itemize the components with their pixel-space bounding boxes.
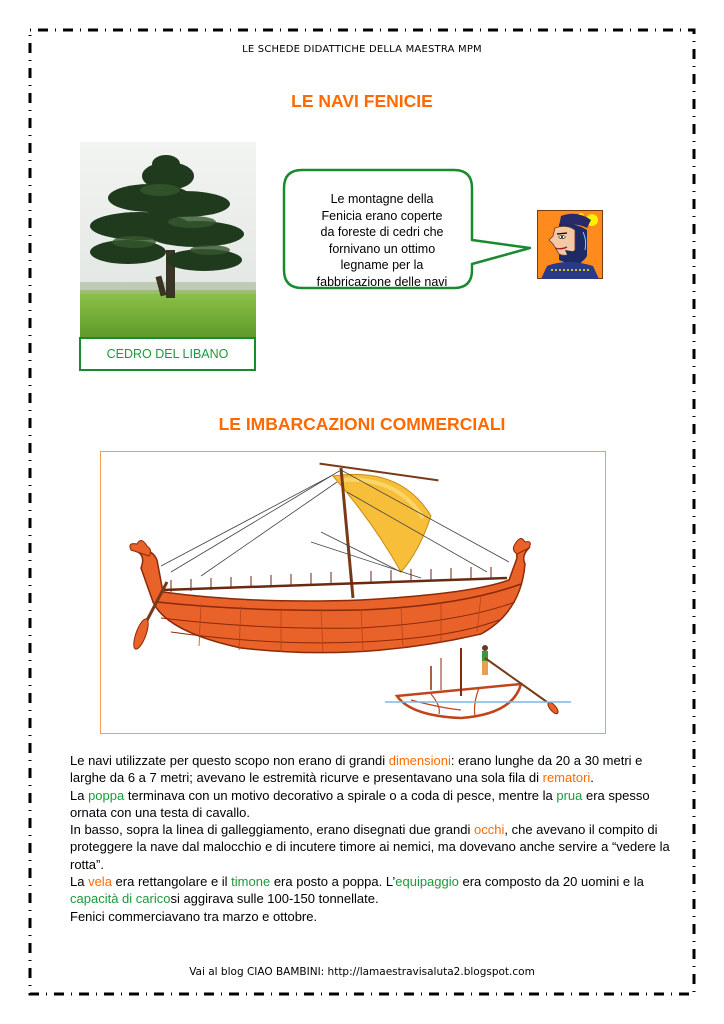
text-span: terminava con un motivo decorativo a spirale o a coda di pesce, mentre la	[124, 787, 557, 803]
bubble-line: da foreste di cedri che	[320, 225, 444, 239]
paragraph-vela-timone	[70, 873, 670, 908]
keyword-occhi: occhi	[474, 822, 505, 838]
section-title: LE IMBARCAZIONI COMMERCIALI	[218, 414, 506, 434]
text-span: era composto da 20 uomini e la	[458, 874, 644, 890]
text-span: era spesso ornata con una testa di cavallo.	[70, 787, 650, 820]
text-span: si aggirava sulle 100-150 tonnellate.	[170, 891, 379, 907]
bubble-line: Fenicia erano coperte	[321, 208, 443, 223]
text-span: Le navi utilizzate per questo scopo non erano di grandi	[70, 753, 389, 768]
text-span: : erano lunghe da 20 a 30 metri e larghe da 6 a 7 metri; avevano le estremità ricurve e presentavano una sola fila di	[70, 753, 643, 786]
keyword-prua: prua	[556, 787, 583, 803]
ship-illustration-frame	[100, 451, 606, 734]
text-span: era rettangolare e il	[111, 874, 232, 890]
header-text: LE SCHEDE DIDATTICHE DELLA MAESTRA MPM	[242, 44, 482, 55]
bubble-line: fabbricazione delle navi	[316, 274, 448, 289]
keyword-timone: timone	[231, 874, 271, 890]
paragraph-commerce: Fenici commerciavano tra marzo e ottobre.	[70, 908, 318, 924]
footer-text: Vai al blog CIAO BAMBINI: http://lamaestravisaluta2.blogspot.com	[189, 966, 535, 978]
text-span: In basso, sopra la linea di galleggiamento, erano disegnati due grandi	[70, 822, 474, 838]
text-span: La	[70, 874, 89, 890]
keyword-equipaggio: equipaggio	[395, 874, 459, 890]
keyword-vela: vela	[88, 874, 112, 890]
text-span: , che avevano il compito di proteggere la nave dal malocchio e di incutere timore ai nemici, ma dovevano anche servire a “vedere la rotta”.	[70, 822, 670, 872]
keyword-dimensioni: dimensioni	[388, 753, 451, 768]
paragraph-dimensions	[70, 752, 670, 787]
keyword-rematori: rematori	[542, 770, 591, 786]
bubble-text	[296, 191, 468, 290]
bubble-line: Le montagne della	[330, 192, 434, 206]
page-title: LE NAVI FENICIE	[291, 91, 433, 111]
text-span: era posto a poppa. L’	[270, 874, 396, 890]
phoenician-portrait	[537, 210, 603, 279]
bubble-line: fornivano un ottimo	[328, 241, 436, 256]
keyword-poppa: poppa	[88, 787, 125, 803]
cedar-caption: CEDRO DEL LIBANO	[79, 337, 256, 371]
phoenician-ship-image	[101, 452, 605, 733]
text-span: La	[70, 787, 89, 803]
bubble-line: legname per la	[340, 258, 424, 272]
paragraph-poppa-prua	[70, 787, 670, 822]
paragraph-occhi	[70, 821, 670, 873]
cedar-tree-image	[80, 142, 256, 338]
keyword-capacita-di-carico: capacità di carico	[70, 891, 171, 907]
text-span: .	[590, 770, 594, 786]
body-text	[70, 752, 670, 925]
